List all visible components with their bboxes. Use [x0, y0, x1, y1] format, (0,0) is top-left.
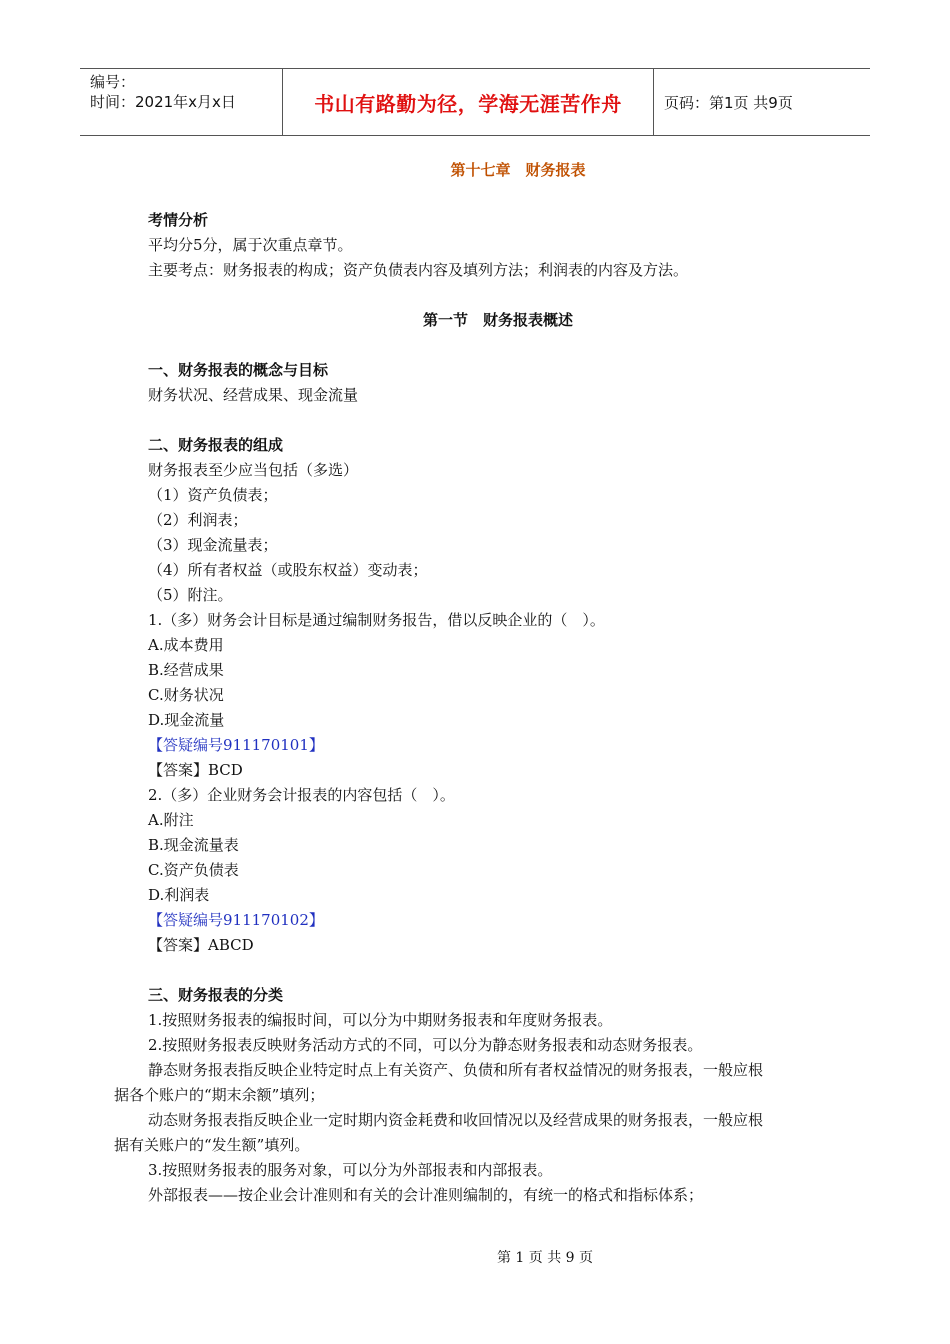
list-item: （4）所有者权益（或股东权益）变动表； [148, 561, 428, 579]
part3-para-line: 据各个账户的“期末余额”填列； [114, 1086, 325, 1104]
option: B.经营成果 [148, 661, 224, 679]
part1-text: 财务状况、经营成果、现金流量 [148, 386, 359, 404]
option: C.资产负债表 [148, 861, 239, 879]
number-label: 编号： [90, 73, 136, 91]
analysis-line: 平均分5分，属于次重点章节。 [148, 236, 353, 254]
page-footer: 第 1 页 共 9 页 [496, 1250, 594, 1266]
header-left-cell [80, 69, 282, 135]
option: D.利润表 [148, 886, 210, 904]
part3-line: 3.按照财务报表的服务对象，可以分为外部报表和内部报表。 [148, 1161, 553, 1179]
list-item: （1）资产负债表； [148, 486, 278, 504]
time-label: 时间：2021年x月x日 [90, 93, 236, 111]
part3-line: 1.按照财务报表的编报时间，可以分为中期财务报表和年度财务报表。 [148, 1011, 613, 1029]
part3-heading: 三、财务报表的分类 [148, 986, 284, 1004]
list-item: （5）附注。 [148, 586, 233, 604]
option: A.附注 [148, 811, 194, 829]
option: A.成本费用 [148, 636, 224, 654]
answer: 【答案】BCD [148, 761, 243, 779]
part3-para-line: 据有关账户的“发生额”填列。 [114, 1136, 310, 1154]
part3-para-line: 动态财务报表指反映企业一定时期内资金耗费和收回情况以及经营成果的财务报表，一般应根 [148, 1111, 764, 1129]
option: D.现金流量 [148, 711, 225, 729]
answer-ref-link[interactable]: 【答疑编号911170102】 [148, 911, 324, 929]
part3-line: 2.按照财务报表反映财务活动方式的不同，可以分为静态财务报表和动态财务报表。 [148, 1036, 703, 1054]
part2-heading: 二、财务报表的组成 [148, 436, 284, 454]
part3-line: 外部报表——按企业会计准则和有关的会计准则编制的，有统一的格式和指标体系； [148, 1186, 704, 1204]
list-item: （3）现金流量表； [148, 536, 278, 554]
header-table [80, 68, 870, 136]
part1-heading: 一、财务报表的概念与目标 [148, 361, 329, 379]
question-1: 1.（多）财务会计目标是通过编制财务报告，借以反映企业的（ ）。 [148, 611, 605, 629]
chapter-title: 第十七章 财务报表 [450, 161, 586, 179]
answer-ref-link[interactable]: 【答疑编号911170101】 [148, 736, 324, 754]
part3-para-line: 静态财务报表指反映企业特定时点上有关资产、负债和所有者权益情况的财务报表，一般应根 [148, 1061, 764, 1079]
page-code: 页码：第1页 共9页 [664, 93, 793, 112]
motto: 书山有路勤为径，学海无涯苦作舟 [282, 69, 654, 135]
question-2: 2.（多）企业财务会计报表的内容包括（ ）。 [148, 786, 455, 804]
analysis-line: 主要考点：财务报表的构成；资产负债表内容及填列方法；利润表的内容及方法。 [148, 261, 689, 279]
option: B.现金流量表 [148, 836, 239, 854]
answer: 【答案】ABCD [148, 936, 254, 954]
section-title: 第一节 财务报表概述 [422, 311, 573, 329]
analysis-heading: 考情分析 [148, 211, 209, 229]
option: C.财务状况 [148, 686, 224, 704]
part2-intro: 财务报表至少应当包括（多选） [148, 461, 359, 479]
document-body [114, 158, 838, 1208]
list-item: （2）利润表； [148, 511, 248, 529]
